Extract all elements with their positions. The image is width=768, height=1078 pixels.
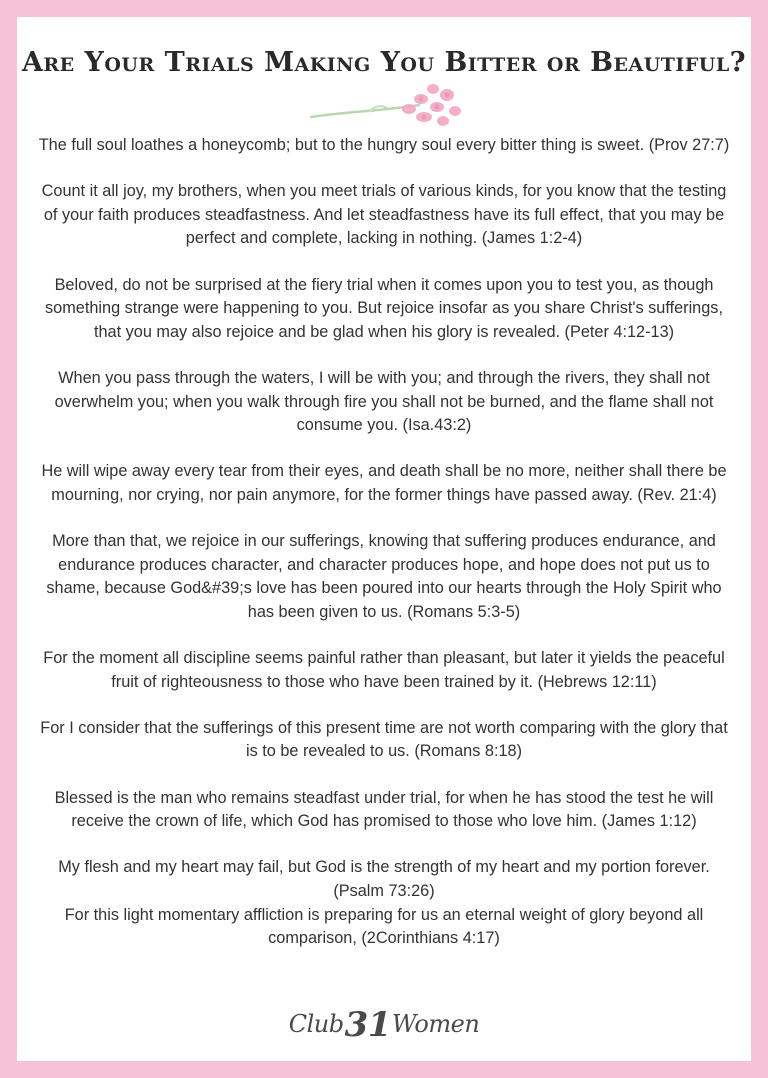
- verse-list: [37, 134, 731, 951]
- flower-sprig-icon: [309, 75, 469, 139]
- verse: Beloved, do not be surprised at the fiery trial when it comes upon you to test you, as though something strange were happening to you. But rejoice insofar as you share Christ's sufferings, that you may also rejoice and be glad when his glory is revealed. (Peter 4:12-13): [45, 275, 723, 341]
- verse: My flesh and my heart may fail, but God is the strength of my heart and my portion forever. (Psalm 73:26): [58, 858, 710, 900]
- verse: More than that, we rejoice in our sufferings, knowing that suffering produces endurance, and endurance produces character, and character produces hope, and hope does not put us to shame, because God&#39;s love has been poured into our hearts through the Holy Spirit who has been given to us. (Romans 5:3-5): [46, 532, 722, 621]
- verse: For the moment all discipline seems painful rather than pleasant, but later it yields the peaceful fruit of righteousness to those who have been trained by it. (Hebrews 12:11): [43, 649, 725, 691]
- verse: When you pass through the waters, I will be with you; and through the rivers, they shall not overwhelm you; when you walk through fire you shall not be burned, and the flame shall not consume you. (Isa.43:2): [54, 368, 714, 435]
- quote-card: [17, 17, 751, 1061]
- club31women-logo: [17, 1005, 751, 1045]
- verse: For I consider that the sufferings of this present time are not worth comparing with the glory that is to be revealed to us. (Romans 8:18): [40, 718, 728, 761]
- verse: Blessed is the man who remains steadfast under trial, for when he has stood the test he will receive the crown of life, which God has promised to those who love him. (James 1:12): [54, 788, 714, 831]
- logo-women: Women: [391, 1010, 480, 1038]
- logo-number: 31: [344, 1005, 391, 1045]
- logo-club: Club: [288, 1010, 344, 1038]
- verse: Count it all joy, my brothers, when you meet trials of various kinds, for you know that the testing of your faith produces steadfastness. And let steadfastness have its full effect, that you may be perfect and complete, lacking in nothing. (James 1:2-4): [41, 182, 727, 248]
- verse: He will wipe away every tear from their eyes, and death shall be no more, neither shall there be mourning, nor crying, nor pain anymore, for the former things have passed away. (Rev. 21:4): [41, 462, 727, 504]
- verse: The full soul loathes a honeycomb; but to the hungry soul every bitter thing is sweet. (Prov 27:7): [38, 136, 730, 154]
- page-title: Are Your Trials Making You Bitter or Beautiful?: [21, 47, 747, 78]
- verse: For this light momentary affliction is preparing for us an eternal weight of glory beyond all comparison, (2Corinthians 4:17): [64, 905, 704, 948]
